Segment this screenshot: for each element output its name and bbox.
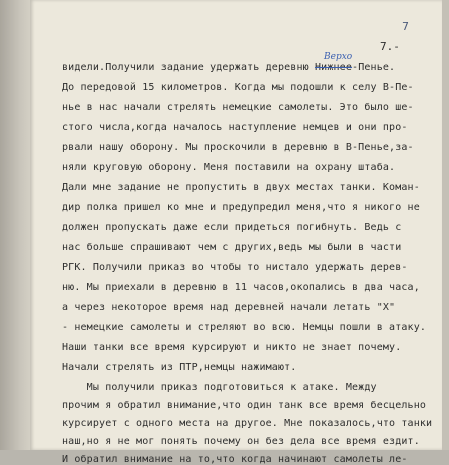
text-line: И обратил внимание на то,что когда начинают самолеты ле- <box>62 454 408 465</box>
text-line: должен пропускать даже если придеться погибнуть. Ведь с <box>62 222 402 233</box>
text-line: Дали мне задание не пропустить в двух местах танки. Коман- <box>62 182 420 193</box>
text-line: а через некоторое время над деревней начали летать "Х" <box>62 302 396 313</box>
text-line: прочим я обратил внимание,что один танк все время бесцельно <box>62 400 427 411</box>
page-stack-edge <box>442 0 449 450</box>
text-line: нье в нас начали стрелять немецкие самолеты. Это было ше- <box>62 102 414 113</box>
text-line: дир полка пришел ко мне и предупредил меня,что я никого не <box>62 202 420 213</box>
text-line: До передовой 15 километров. Когда мы подошли к селу В-Пе- <box>62 82 414 93</box>
text-line: ню. Мы приехали в деревню в 11 часов,окопались в два часа, <box>62 282 420 293</box>
text-line <box>62 62 395 73</box>
text-line: РГК. Получили приказ во чтобы то нистало удержать дерев- <box>62 262 408 273</box>
text-line-part: видели.Получили задание удержать деревню <box>62 62 315 73</box>
text-line: Мы получили приказ подготовиться к атаке. Между <box>62 382 377 393</box>
corner-page-number: 7 <box>402 20 409 33</box>
text-line: рвали нашу оборону. Мы проскочили в деревню в В-Пенье,за- <box>62 142 414 153</box>
text-line: стого числа,когда началось наступление немцев и они про- <box>62 122 408 133</box>
text-line: Наши танки все время курсируют и никто не знает почему. <box>62 342 402 353</box>
handwritten-correction: Верхо <box>324 52 353 62</box>
text-line: няли круговую оборону. Меня поставили на охрану штаба. <box>62 162 396 173</box>
text-line: курсирует с одного места на другое. Мне показалось,что танки <box>62 418 433 429</box>
typed-page-number: 7.- <box>380 40 400 53</box>
struck-word: Нижнее <box>315 62 353 73</box>
text-line: - немецкие самолеты и стреляют во всю. Немцы пошли в атаку. <box>62 322 427 333</box>
text-line-part: -Пенье. <box>352 62 396 73</box>
text-line: нас больше спрашивают чем с других,ведь мы были в части <box>62 242 402 253</box>
text-line: Начали стрелять из ПТР,немцы нажимают. <box>62 362 297 373</box>
binding-edge <box>0 0 34 450</box>
text-line: наш,но я не мог понять почему он без дела все время ездит. <box>62 436 420 447</box>
